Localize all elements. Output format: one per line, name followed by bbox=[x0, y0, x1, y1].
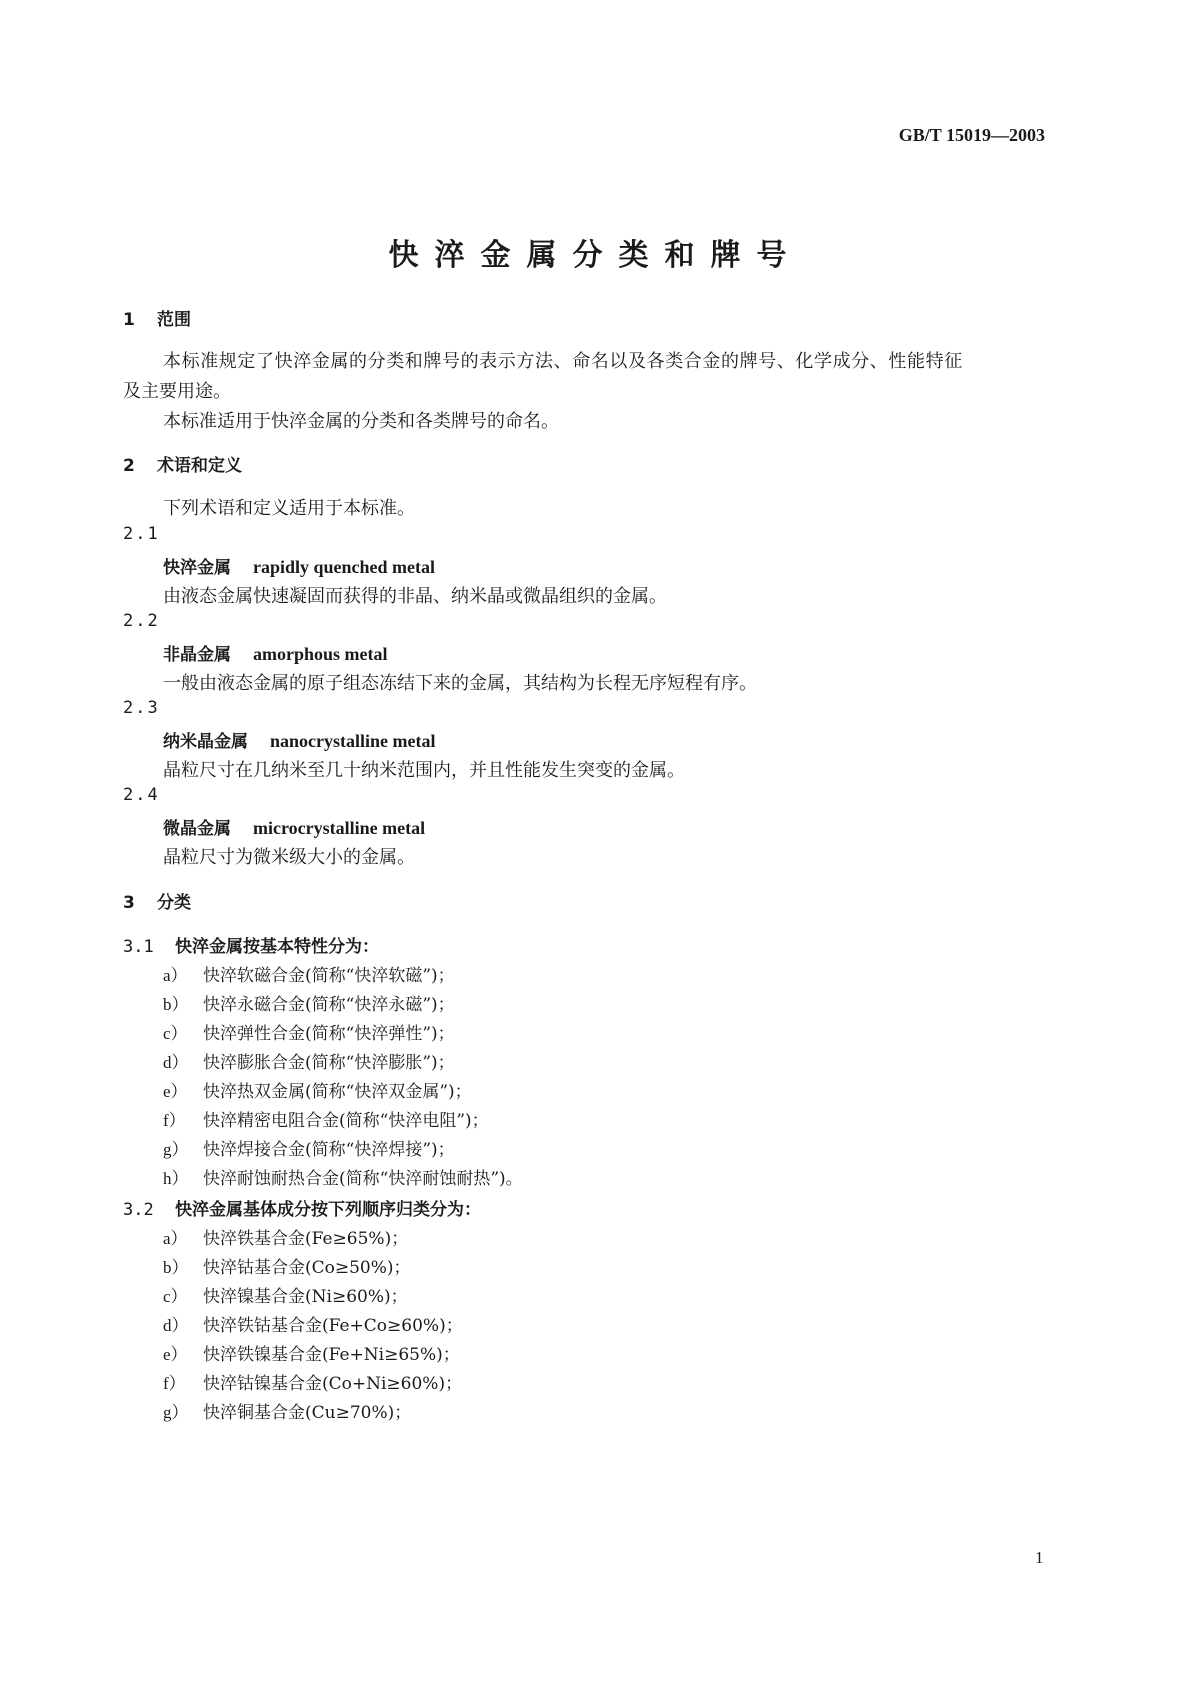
list-item bbox=[163, 1340, 460, 1365]
section-title: 术语和定义 bbox=[157, 456, 242, 476]
term-heading bbox=[163, 814, 425, 839]
list-item bbox=[163, 1135, 455, 1160]
term-number: 2.2 bbox=[123, 611, 160, 631]
list-text: 快淬钴基合金(Co≥50%)； bbox=[203, 1258, 411, 1278]
list-text: 快淬热双金属(简称“快淬双金属”)； bbox=[203, 1082, 472, 1102]
list-marker: a） bbox=[163, 1229, 188, 1248]
subsection-3-2-heading bbox=[123, 1195, 481, 1220]
term-zh: 快淬金属 bbox=[163, 558, 231, 578]
section-2-heading bbox=[123, 451, 242, 476]
list-text: 快淬弹性合金(简称“快淬弹性”)； bbox=[203, 1024, 455, 1044]
paragraph: 下列术语和定义适用于本标准。 bbox=[163, 498, 415, 519]
list-text: 快淬钴镍基合金(Co+Ni≥60%)； bbox=[203, 1374, 463, 1394]
list-marker: d） bbox=[163, 1053, 189, 1072]
standard-number: GB/T 15019—2003 bbox=[898, 125, 1045, 145]
list-item bbox=[163, 1398, 411, 1423]
list-item bbox=[163, 1369, 462, 1394]
list-item bbox=[163, 1077, 472, 1102]
list-marker: d） bbox=[163, 1316, 189, 1335]
list-marker: b） bbox=[163, 1258, 189, 1277]
list-item bbox=[163, 1048, 455, 1073]
section-number: 1 bbox=[123, 310, 135, 330]
term-en: microcrystalline metal bbox=[253, 818, 426, 838]
list-text: 快淬铁基合金(Fe≥65%)； bbox=[203, 1229, 409, 1249]
list-marker: a） bbox=[163, 966, 188, 985]
term-number: 2.3 bbox=[123, 698, 160, 718]
section-title: 分类 bbox=[157, 893, 191, 913]
list-item bbox=[163, 1019, 455, 1044]
list-marker: b） bbox=[163, 995, 189, 1014]
subsection-number: 3.2 bbox=[123, 1200, 154, 1220]
document-title: 快淬金属分类和牌号 bbox=[388, 238, 803, 273]
list-text: 快淬铜基合金(Cu≥70%)； bbox=[203, 1403, 412, 1423]
list-text: 快淬精密电阻合金(简称“快淬电阻”)； bbox=[203, 1111, 489, 1131]
list-text: 快淬铁镍基合金(Fe+Ni≥65%)； bbox=[203, 1345, 460, 1365]
list-marker: e） bbox=[163, 1345, 188, 1364]
list-text: 快淬铁钴基合金(Fe+Co≥60%)； bbox=[203, 1316, 463, 1336]
list-text: 快淬膨胀合金(简称“快淬膨胀”)； bbox=[203, 1053, 455, 1073]
section-number: 2 bbox=[123, 456, 135, 476]
paragraph: 本标准适用于快淬金属的分类和各类牌号的命名。 bbox=[163, 411, 559, 432]
list-marker: f） bbox=[163, 1374, 186, 1393]
list-item bbox=[163, 1106, 489, 1131]
section-1-heading bbox=[123, 305, 191, 330]
list-text: 快淬软磁合金(简称“快淬软磁”)； bbox=[203, 966, 455, 986]
list-marker: c） bbox=[163, 1024, 188, 1043]
term-definition: 由液态金属快速凝固而获得的非晶、纳米晶或微晶组织的金属。 bbox=[163, 586, 667, 607]
subsection-title: 快淬金属按基本特性分为： bbox=[175, 937, 379, 957]
list-marker: h） bbox=[163, 1169, 189, 1188]
term-number: 2.4 bbox=[123, 785, 160, 805]
list-marker: e） bbox=[163, 1082, 188, 1101]
list-text: 快淬焊接合金(简称“快淬焊接”)； bbox=[203, 1140, 455, 1160]
paragraph-line: 及主要用途。 bbox=[123, 381, 231, 402]
list-text: 快淬镍基合金(Ni≥60%)； bbox=[203, 1287, 408, 1307]
list-item bbox=[163, 1164, 523, 1189]
list-item bbox=[163, 1311, 463, 1336]
list-text: 快淬耐蚀耐热合金(简称“快淬耐蚀耐热”)。 bbox=[203, 1169, 523, 1189]
list-marker: c） bbox=[163, 1287, 188, 1306]
term-heading bbox=[163, 553, 435, 578]
list-item bbox=[163, 990, 455, 1015]
term-heading bbox=[163, 727, 435, 752]
term-definition: 一般由液态金属的原子组态冻结下来的金属，其结构为长程无序短程有序。 bbox=[163, 673, 757, 694]
page-number: 1 bbox=[1035, 1548, 1044, 1567]
list-item bbox=[163, 961, 455, 986]
term-en: nanocrystalline metal bbox=[270, 731, 436, 751]
list-marker: f） bbox=[163, 1111, 186, 1130]
subsection-3-1-heading bbox=[123, 932, 379, 957]
section-title: 范围 bbox=[157, 310, 191, 330]
subsection-number: 3.1 bbox=[123, 937, 154, 957]
paragraph-line: 本标准规定了快淬金属的分类和牌号的表示方法、命名以及各类合金的牌号、化学成分、性能特征 bbox=[163, 351, 963, 372]
term-number: 2.1 bbox=[123, 524, 160, 544]
term-definition: 晶粒尺寸为微米级大小的金属。 bbox=[163, 847, 415, 868]
term-zh: 纳米晶金属 bbox=[163, 732, 248, 752]
list-marker: g） bbox=[163, 1140, 189, 1159]
term-zh: 非晶金属 bbox=[163, 645, 231, 665]
section-number: 3 bbox=[123, 893, 135, 913]
term-heading bbox=[163, 640, 388, 665]
term-definition: 晶粒尺寸在几纳米至几十纳米范围内，并且性能发生突变的金属。 bbox=[163, 760, 685, 781]
term-en: amorphous metal bbox=[253, 644, 388, 664]
list-text: 快淬永磁合金(简称“快淬永磁”)； bbox=[203, 995, 455, 1015]
subsection-title: 快淬金属基体成分按下列顺序归类分为： bbox=[175, 1200, 481, 1220]
section-3-heading bbox=[123, 888, 191, 913]
list-item bbox=[163, 1224, 408, 1249]
list-item bbox=[163, 1282, 408, 1307]
list-marker: g） bbox=[163, 1403, 189, 1422]
term-zh: 微晶金属 bbox=[163, 819, 231, 839]
term-en: rapidly quenched metal bbox=[253, 557, 436, 577]
list-item bbox=[163, 1253, 411, 1278]
